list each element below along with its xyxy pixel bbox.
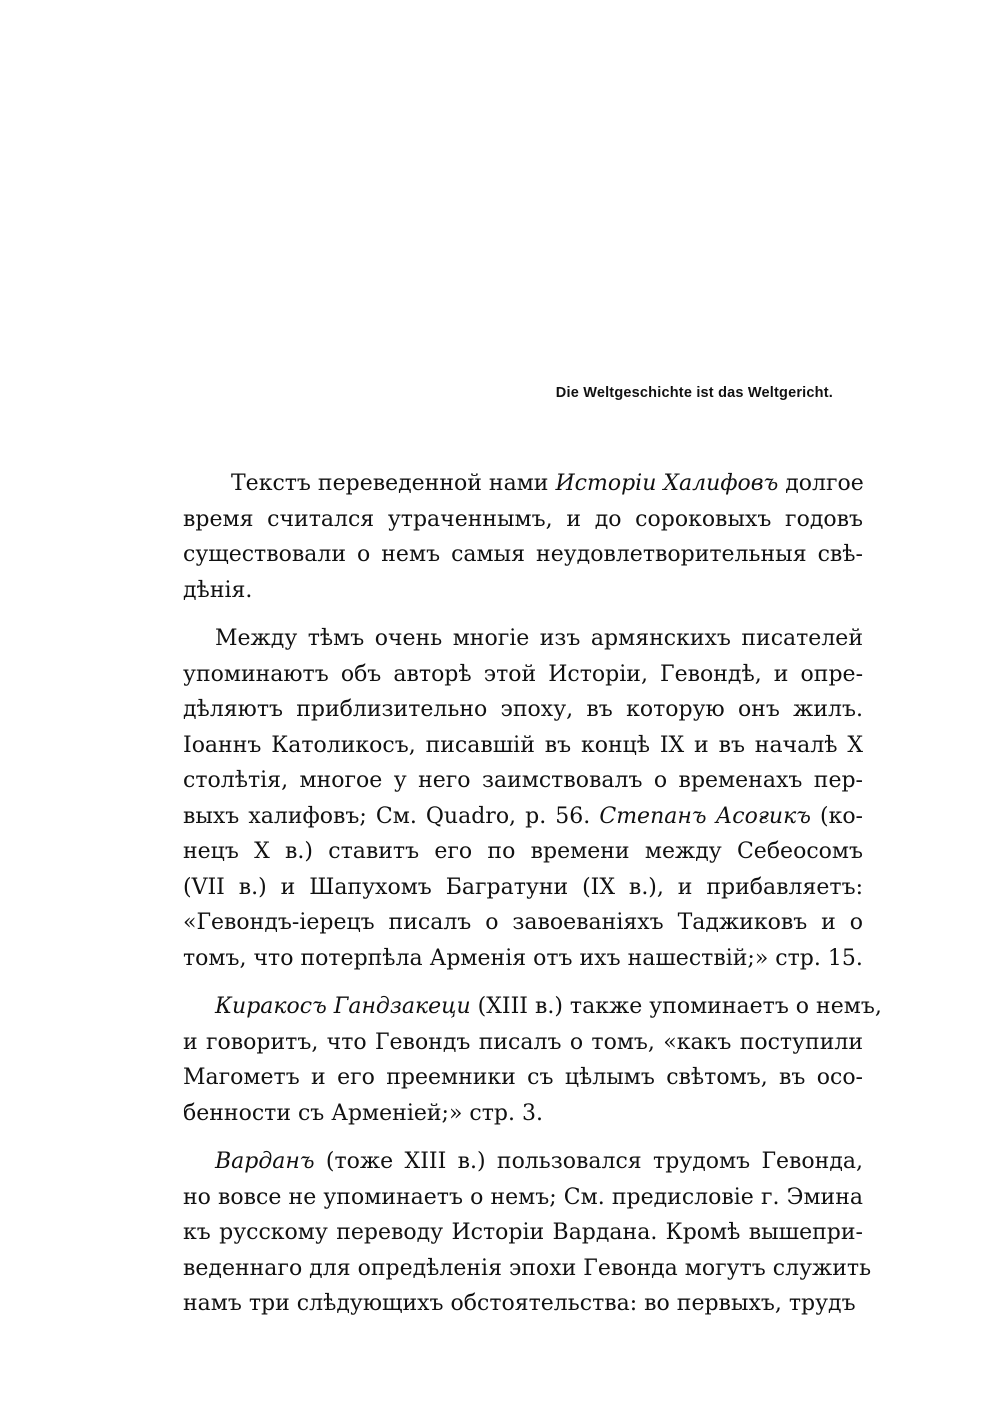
text-run: бенности съ Арменіей;» стр. 3. [183, 1100, 543, 1126]
text-run: но вовсе не упоминаетъ о немъ; См. предисловіе г. Эмина [183, 1184, 863, 1210]
text-run: Магометъ и его преемники съ цѣлымъ свѣтомъ, въ осо- [183, 1065, 863, 1090]
italic-name: Степанъ Асоғикъ [599, 803, 811, 829]
text-line [183, 941, 863, 977]
text-run: дѣнія. [183, 577, 253, 603]
text-line [183, 1025, 863, 1061]
text-line [183, 1096, 863, 1132]
text-line [183, 989, 882, 1025]
paragraph [183, 466, 863, 608]
text-line [183, 1286, 863, 1322]
text-line [183, 1144, 863, 1180]
text-line [183, 905, 863, 941]
paragraph [183, 621, 863, 976]
text-line [183, 870, 863, 906]
text-line [183, 799, 863, 835]
paragraph [183, 1144, 872, 1322]
text-run: веденнаго для опредѣленія эпохи Гевонда могутъ служить [183, 1255, 872, 1281]
text-run: томъ, что потерпѣла Арменія отъ ихъ нашествій;» стр. 15. [183, 945, 863, 971]
italic-name: Варданъ [215, 1149, 315, 1174]
text-line [183, 692, 863, 728]
text-run: намъ три слѣдующихъ обстоятельства: во первыхъ, трудъ [183, 1291, 856, 1316]
epigraph: Die Weltgeschichte ist das Weltgericht. [555, 385, 833, 401]
body-text [183, 466, 882, 1335]
text-run: къ русскому переводу Исторіи Вардана. Кромѣ вышепри- [183, 1220, 863, 1245]
text-line [183, 621, 863, 657]
text-run: Между тѣмъ очень многіе изъ армянскихъ писателей [215, 626, 863, 651]
text-run: (ко- [810, 803, 863, 829]
text-run: время считался утраченнымъ, и до сороковыхъ годовъ [183, 506, 863, 532]
text-run: (тоже XIII в.) пользовался трудомъ Гевонда, [314, 1149, 863, 1174]
italic-name: Исторіи Халифовъ [555, 471, 779, 496]
text-line [183, 1251, 872, 1287]
text-run: «Гевондъ-іерецъ писалъ о завоеваніяхъ Таджиковъ и о [183, 910, 863, 935]
text-line [183, 573, 863, 609]
text-line [183, 502, 863, 538]
text-line [183, 657, 863, 693]
text-line [183, 834, 863, 870]
text-run: упоминаютъ объ авторѣ этой Исторіи, Гевондѣ, и опре- [183, 661, 863, 687]
text-run: существовали о немъ самыя неудовлетворительныя свѣ- [183, 542, 863, 567]
text-line [183, 1215, 863, 1251]
text-line [183, 1180, 863, 1216]
text-run: нецъ X в.) ставитъ его по времени между Себеосомъ [183, 839, 863, 864]
text-run: (XIII в.) также упоминаетъ о немъ, [470, 994, 882, 1019]
text-line [183, 1060, 863, 1096]
italic-name: Киракосъ Гандзакеци [215, 994, 471, 1019]
text-run: столѣтія, многое у него заимствовалъ о временахъ пер- [183, 768, 863, 793]
paragraph [183, 989, 882, 1131]
text-run: (VII в.) и Шапухомъ Багратуни (IX в.), и прибавляетъ: [183, 874, 863, 900]
text-run: выхъ халифовъ; См. Quadro, p. 56. [183, 803, 600, 829]
text-line [183, 537, 863, 573]
text-line [183, 466, 863, 502]
text-line [183, 763, 863, 799]
text-line [183, 728, 863, 764]
text-run: дѣляютъ приблизительно эпоху, въ которую онъ жилъ. [183, 697, 863, 722]
text-run: долгое [778, 471, 864, 496]
text-run: Текстъ переведенной нами [231, 471, 556, 496]
text-run: Іоаннъ Католикосъ, писавшій въ концѣ IX и въ началѣ X [183, 732, 863, 758]
text-run: и говоритъ, что Гевондъ писалъ о томъ, «какъ поступили [183, 1029, 863, 1055]
